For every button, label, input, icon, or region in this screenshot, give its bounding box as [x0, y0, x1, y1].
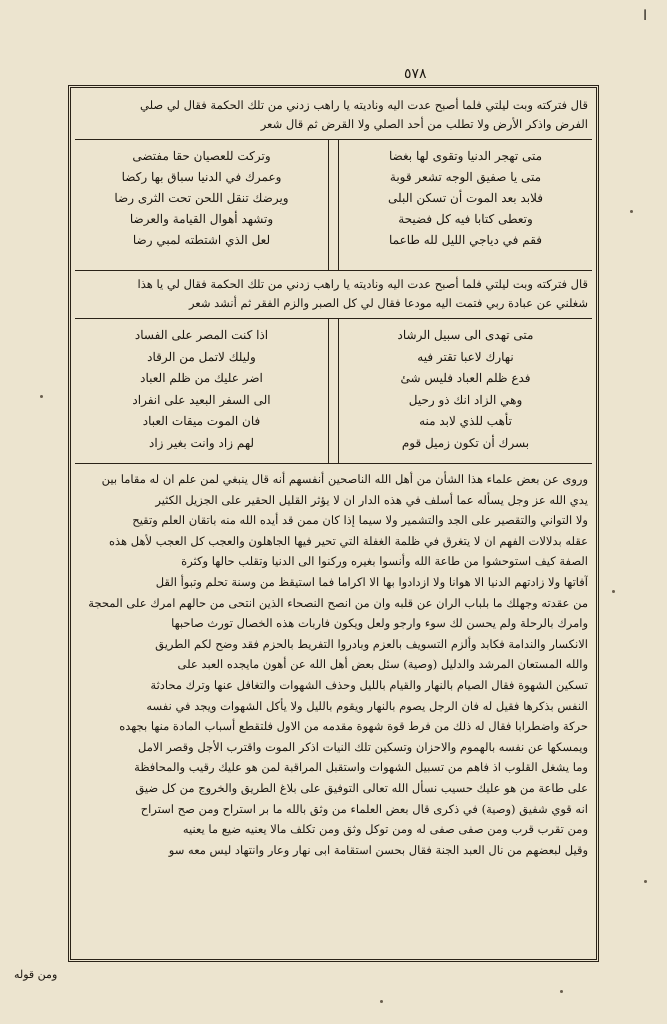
text-line: تسكين الشهوة فقال الصيام بالنهار والقيام بالليل وحذف الشهوات والتغافل عنها وترك محادثة [150, 677, 588, 692]
verse: فدع ظلم العباد فليس شئ [400, 371, 531, 385]
text-line: قال فتركته وبت ليلتي فلما أصبح عدت اليه وناديته يا راهب زدني من تلك الحكمة فقال لي يا هذا [137, 277, 588, 291]
verse: وتشهد أهوال القيامة والعرضا [129, 212, 274, 226]
verse: لعل الذي اشتطته لمبي رضا [132, 233, 271, 247]
paper-speck [40, 395, 43, 398]
verse: وهي الزاد انك ذو رحيل [408, 392, 523, 407]
text-line: وامرك بالرحلة ولم يحسن لك سوء وارجو ولعل ويكون فاربات هذه الخصال تورث صاحبها [171, 616, 588, 631]
poem-left-column [75, 319, 328, 463]
verse: وتعطى كتابا فيه كل فضيحة [398, 212, 533, 226]
text-line: النفس بذكرها فقيل له فان الرجل يصوم بالنهار ويقوم بالليل ولا يأكل الشهوات ويجد في نفسه [146, 698, 588, 713]
page-number: ٥٧٨ [404, 66, 427, 82]
text-line: الانكسار والندامة فكابد وألزم التسويف بالعزم وبادروا التفريط بالحزم فقد وضح لكم الطريق [155, 636, 588, 651]
poem-divider [328, 319, 339, 463]
poem-left-column [75, 140, 328, 270]
text-line: وروى عن بعض علماء هذا الشأن من أهل الله الناصحين أنفسهم أنه قال ينبغي لمن علم ان له مقاما بين [101, 472, 588, 486]
text-line: عقله بدلالات الفهم ان لا يتغرق في ظلمة الغفلة التي تحير فيها الجاهلون والعجب كل العجب لأهل هذه [109, 533, 588, 548]
text-line: انه قوي شفيق (وصية) في ذكرى قال بعض العلماء من وثق بالله ما بر استراح ومن صح استراح [140, 801, 588, 816]
verse: تأهب للذي لابد منه [419, 414, 512, 428]
verse: وتركت للعصيان حقا مفتضى [132, 149, 271, 163]
verse: فلابد بعد الموت أن تسكن البلى [388, 191, 543, 205]
verse: فان الموت ميقات العباد [142, 414, 261, 428]
poem-right-column [339, 319, 592, 463]
text-line: ومن تقرب قرب ومن صفى صفى له ومن توكل وثق ومن تكلف مالا يعنيه ضيع ما يعنيه [182, 822, 588, 837]
verse: اذا كنت المصر على الفساد [134, 328, 269, 342]
paper-speck [380, 1000, 383, 1003]
poem-right-column [339, 140, 592, 270]
verse: لهم زاد وانت بغير زاد [149, 435, 254, 450]
paper-speck [630, 210, 633, 213]
text-line: ويمسكها عن نفسه بالهموم والاحزان وتسكين تلك النيات اذكر الموت واقترب الأجل وقصر الامل [138, 739, 588, 754]
verse: متى تهجر الدنيا وتقوى لها بغضا [388, 149, 543, 163]
text-line: قال فتركته وبت ليلتي فلما أصبح عدت اليه وناديته يا راهب زدني من تلك الحكمة فقال لي صلي [140, 98, 588, 112]
paper-speck [560, 990, 563, 993]
verse: بسرك أن تكون زميل قوم [401, 435, 530, 450]
paragraph-2 [75, 275, 592, 313]
text-line: حركة واضطرابا فقال له ذلك من فرط قوة شهوة مقدمه من الاول فلتقطع أسباب المادة منها بجهده [119, 719, 588, 734]
text-line: شغلني عن عبادة ربي فتمت اليه مودعا فقال لي كل الصبر والزم الفقر ثم أنشد شعر [188, 296, 588, 310]
paper-speck [644, 880, 647, 883]
verse: نهارك لاعبا تقتر فيه [417, 349, 514, 364]
text-line: ولا التواني والتقصير على الجد والتشمير ولا سيما إذا كان ممن قد أيده الله منه باتقان العلم وتقيح [132, 513, 588, 528]
text-line: الفرض واذكر الأرض ولا تطلب من أحد الصلي ولا القرض ثم قال شعر [260, 117, 588, 131]
page-content [75, 92, 592, 955]
text-line: وقيل لبعضهم من نال العبد الجنة فقال بحسن استقامة ابى نهار وعار وانتهاد ليس معه سو [168, 842, 588, 857]
text-line: الصفة كيف استوحشوا من طاعة الله وأنسوا بغيره وركنوا الى الدنيا وتقلب حالها وكثرة [181, 554, 588, 569]
verse: فقم في دياجي الليل لله طاعما [388, 233, 543, 247]
text-line: والله المستعان المرشد والدليل (وصية) سئل بعض أهل الله عن أهون مايجده العبد على [177, 657, 588, 672]
verse: اضر عليك من ظلم العباد [140, 371, 263, 385]
text-line: من عقدته وجهلك ما بلباب الران عن قلبه وان من انصح النصحاء الذين انتحى من حالهم امرك على المحجة [88, 595, 588, 610]
paragraph-1 [75, 96, 592, 134]
verse: ويرضك تنقل اللحن تحت الثرى رضا [114, 191, 289, 205]
text-line: يدي الله عز وجل يسأله عما أسلف في هذه الدار ان لا يؤثر القليل الحقير على الجزيل الكثير [155, 492, 588, 507]
poem-divider [328, 140, 339, 270]
verse: وعمرك في الدنيا سباق بها ركضا [121, 170, 282, 184]
text-line: آفاتها ولا زادتهم الدنيا الا هوانا ولا ازدادوا بها الا اكراما فما استيقظ من وسنة تحلم وتبوأ القل [155, 574, 588, 589]
catchword: ومن قوله [14, 968, 58, 981]
text-line: وما يشغل القلوب اذ فاهم من تسبيل الشهوات واستقبل المراقبة لمن هو عليك رقيب والمحافظة [134, 760, 588, 775]
paragraph-3 [75, 469, 592, 860]
verse: الى السفر البعيد على انفراد [132, 392, 271, 407]
page-corner-mark: ا [643, 8, 647, 24]
verse: متى يا صفيق الوجه تشعر قوبة [389, 170, 542, 184]
poem-block-2 [75, 318, 592, 464]
verse: متى تهدى الى سبيل الرشاد [397, 328, 534, 342]
poem-block-1 [75, 139, 592, 271]
paper-speck [612, 590, 615, 593]
verse: وليلك لاتمل من الرقاد [147, 349, 256, 364]
text-line: على طاعة من هو عليك حسيب نسأل الله تعالى التوفيق على بلاغ الطريق والخروج من كل ضيق [135, 780, 588, 795]
